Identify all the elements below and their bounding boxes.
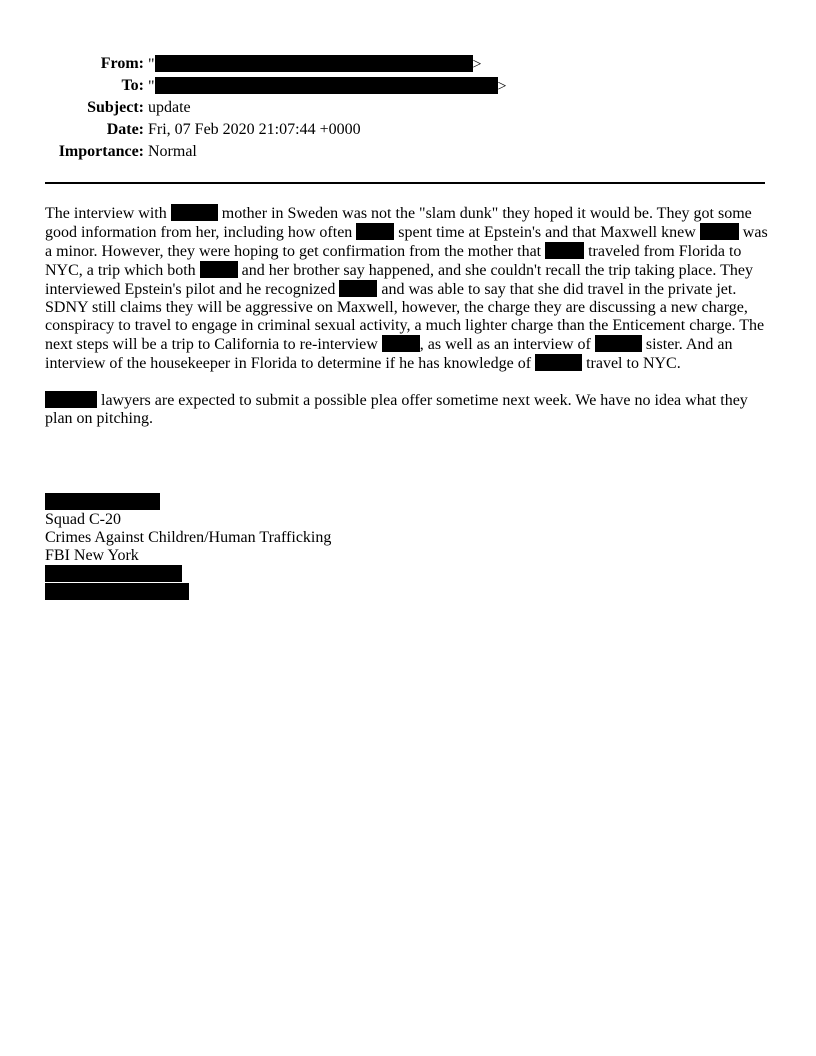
from-row <box>45 53 507 75</box>
body-paragraph-1 <box>45 204 771 373</box>
signature-block <box>45 493 331 601</box>
email-header <box>45 53 507 163</box>
redaction-box <box>171 204 218 221</box>
signature-squad: Squad C-20 <box>45 511 121 528</box>
redaction-box <box>45 583 189 600</box>
body-text: was a minor. However, they were hoping to get confirmation from the mother that <box>45 224 768 260</box>
redaction-box <box>45 493 160 510</box>
body-text: lawyers are expected to submit a possible plea offer sometime next week. We have no idea what they plan on pitching. <box>45 392 748 427</box>
body-text: , as well as an interview of <box>419 336 595 353</box>
redaction-box <box>155 77 498 94</box>
redaction-box <box>356 223 394 240</box>
subject-value: update <box>148 99 191 116</box>
subject-row <box>45 97 507 119</box>
body-text: The interview with <box>45 205 171 222</box>
body-paragraph-2 <box>45 391 771 428</box>
to-label: To: <box>121 77 144 94</box>
subject-label: Subject: <box>87 99 144 116</box>
signature-contact-redacted <box>45 565 331 583</box>
redaction-box <box>535 354 582 371</box>
from-value <box>148 53 507 75</box>
redaction-box <box>45 565 182 582</box>
signature-name-redacted <box>45 493 331 511</box>
date-label: Date: <box>106 121 144 138</box>
body-text: spent time at Epstein's and that Maxwell knew <box>394 224 700 241</box>
redaction-box <box>595 335 642 352</box>
to-suffix: > <box>497 77 507 95</box>
signature-contact-redacted <box>45 583 331 601</box>
body-text: traveled from Florida to NYC, a trip which both <box>45 243 742 279</box>
email-body <box>45 204 771 446</box>
body-text: sister. And an interview of the housekeeper in Florida to determine if he has knowledge of <box>45 336 733 372</box>
importance-label: Importance: <box>58 143 144 160</box>
redaction-box <box>545 242 584 259</box>
to-prefix: " <box>148 77 155 95</box>
importance-row <box>45 141 507 163</box>
to-row <box>45 75 507 97</box>
from-label: From: <box>100 55 144 72</box>
date-row <box>45 119 507 141</box>
redaction-box <box>382 335 420 352</box>
body-text: and her brother say happened, and she couldn't recall the trip taking place. They interviewed Epstein's pilot and he recognized <box>45 262 753 298</box>
redaction-box <box>339 280 377 297</box>
redaction-box <box>700 223 739 240</box>
header-divider <box>45 182 765 184</box>
signature-office: FBI New York <box>45 547 139 564</box>
redaction-box <box>155 55 473 72</box>
body-text: mother in Sweden was not the "slam dunk" they hoped it would be. They got some good information from her, including how often <box>45 205 752 241</box>
redaction-box <box>200 261 238 278</box>
to-value <box>148 75 507 97</box>
date-value: Fri, 07 Feb 2020 21:07:44 +0000 <box>148 121 361 138</box>
redaction-box <box>45 391 97 408</box>
body-text: travel to NYC. <box>582 355 681 372</box>
body-text: and was able to say that she did travel in the private jet. SDNY still claims they will be aggressive on Maxwell, however, the charge they are discussing a new charge, conspiracy to travel to engage in criminal sexual activity, a much lighter charge than the Enticement charge. The next steps will be a trip to California to re-interview <box>45 281 765 353</box>
from-suffix: > <box>472 55 482 73</box>
from-prefix: " <box>148 55 155 73</box>
signature-unit: Crimes Against Children/Human Trafficking <box>45 529 332 546</box>
importance-value: Normal <box>148 143 197 160</box>
